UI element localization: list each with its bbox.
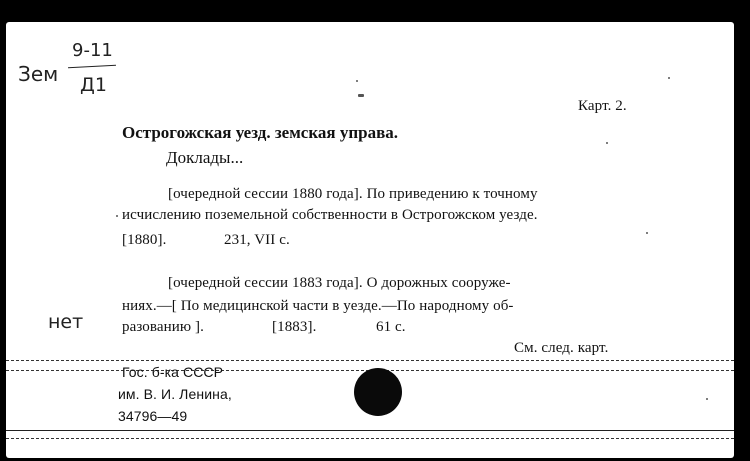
speck-dot — [116, 215, 118, 217]
entry1-line2: исчислению поземельной собственности в Острогожском уезде. — [122, 207, 538, 223]
speck-dot — [358, 94, 364, 97]
speck-dot — [356, 80, 358, 82]
handwritten-fraction-bar — [68, 65, 116, 69]
entry2-line3-text: разованию ]. — [122, 319, 204, 335]
handwritten-code-denominator: Д1 — [80, 74, 107, 96]
library-stamp-line1: Гос. б-ка СССР — [122, 364, 224, 380]
entry1-date: [1880]. — [122, 232, 167, 248]
entry2-line1: [очередной сессии 1883 года]. О дорожных сооруже- — [168, 275, 511, 291]
card-heading: Острогожская уезд. земская управа. — [122, 123, 399, 142]
handwritten-margin-note: нет — [48, 311, 84, 333]
entry1-line1: [очередной сессии 1880 года]. По приведению к точному — [168, 186, 538, 202]
ruled-line-bottom — [6, 430, 734, 431]
speck-dot — [668, 77, 670, 79]
speck-dot — [646, 232, 648, 234]
handwritten-code-numerator: 9-11 — [72, 40, 113, 61]
punch-hole — [354, 368, 402, 416]
library-stamp-line2: им. В. И. Ленина, — [118, 386, 232, 402]
library-stamp-line3: 34796—49 — [118, 408, 188, 424]
handwritten-code-prefix: Зем — [18, 62, 59, 86]
ruled-line-lowest — [6, 438, 734, 439]
entry1-pages: 231, VII с. — [224, 232, 290, 248]
catalog-card — [6, 22, 734, 458]
ruled-line-upper — [6, 360, 734, 361]
entry2-line2: ниях.—[ По медицинской части в уезде.—По народному об- — [122, 298, 514, 314]
entry2-pages: 61 с. — [376, 319, 406, 335]
card-subheading: Доклады... — [166, 148, 244, 167]
see-next-card: См. след. карт. — [514, 340, 609, 356]
speck-dot — [606, 142, 608, 144]
entry2-date: [1883]. — [272, 319, 317, 335]
speck-dot — [706, 398, 708, 400]
card-number: Карт. 2. — [578, 98, 627, 114]
